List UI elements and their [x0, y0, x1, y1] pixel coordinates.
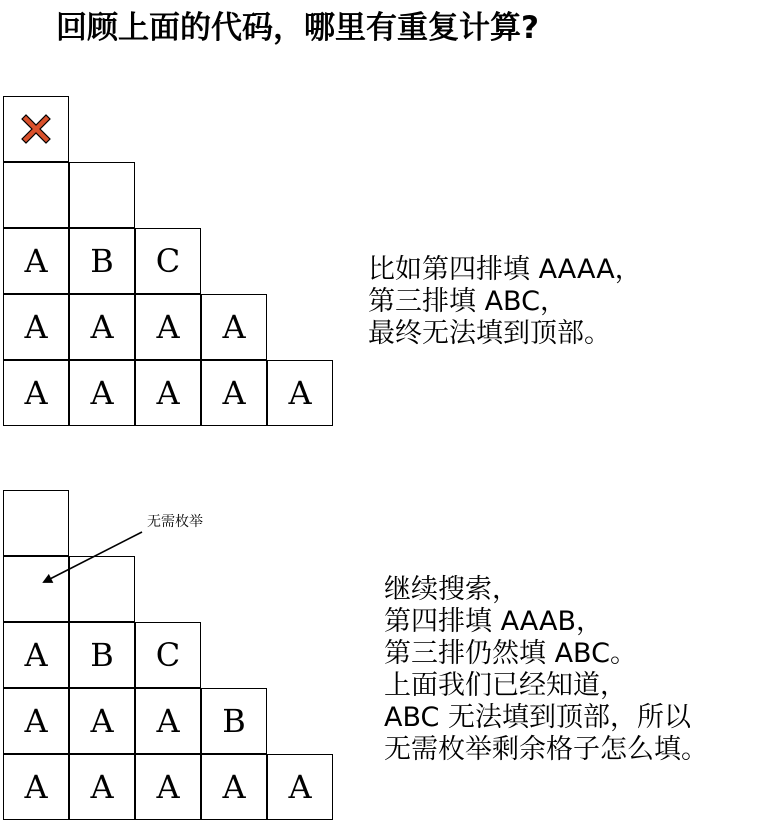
annotation-label: 无需枚举	[147, 514, 203, 530]
grid-cell-r4-c3	[135, 688, 201, 754]
grid-cell-letter: B	[90, 636, 114, 674]
grid-cell-letter: A	[222, 768, 246, 806]
grid-cell-r5-c4	[201, 754, 267, 820]
explanation-2-line-2: 第四排填 AAAB，	[384, 606, 604, 637]
grid-cell-letter: B	[90, 242, 114, 280]
grid-cell-r3-c2	[69, 622, 135, 688]
grid-cell-letter: A	[24, 702, 48, 740]
grid-cell-letter: A	[222, 308, 246, 346]
grid-cell-letter: A	[90, 768, 114, 806]
explanation-1-line-2: 第三排填 ABC，	[368, 286, 567, 317]
grid-cell-letter: C	[155, 242, 181, 280]
grid-cell-r3-c1	[3, 622, 69, 688]
grid-cell-letter: A	[156, 702, 180, 740]
grid-cell-letter: A	[90, 308, 114, 346]
grid-cell-letter: A	[24, 636, 48, 674]
grid-cell-letter: A	[24, 768, 48, 806]
grid-cell-r5-c2	[69, 754, 135, 820]
grid-cell-letter: A	[288, 374, 312, 412]
grid-cell-r5-c1	[3, 754, 69, 820]
grid-cell-letter: A	[156, 308, 180, 346]
grid-cell-r5-c5	[267, 754, 333, 820]
grid-cell-letter: A	[90, 702, 114, 740]
grid-cell-r2-c2	[69, 556, 135, 622]
grid-cell-r3-c3	[135, 622, 201, 688]
explanation-1-line-1: 比如第四排填 AAAA，	[368, 254, 642, 285]
grid-cell-letter: A	[24, 308, 48, 346]
explanation-2-line-4: 上面我们已经知道，	[384, 670, 627, 701]
grid-cell-letter: A	[288, 768, 312, 806]
explanation-2	[384, 574, 708, 766]
explanation-2-line-6: 无需枚举剩余格子怎么填。	[384, 734, 708, 765]
grid-cell-letter: B	[222, 702, 246, 740]
grid-cell-letter: A	[24, 374, 48, 412]
grid-cell-letter: C	[155, 636, 181, 674]
grid-cell-letter: A	[156, 768, 180, 806]
grid-cell-r5-c3	[135, 754, 201, 820]
grid-cell-r1-c1	[3, 490, 69, 556]
grid-cell-r4-c4	[201, 688, 267, 754]
explanation-2-line-5: ABC 无法填到顶部，所以	[384, 702, 691, 733]
page-title: 回顾上面的代码，哪里有重复计算?	[56, 10, 539, 46]
explanation-1-line-3: 最终无法填到顶部。	[368, 318, 611, 349]
grid-cell-r4-c1	[3, 688, 69, 754]
grid-cell-letter: A	[90, 374, 114, 412]
explanation-2-line-3: 第三排仍然填 ABC。	[384, 638, 637, 669]
grid-cell-letter: A	[24, 242, 48, 280]
explanation-2-line-1: 继续搜索，	[384, 574, 519, 605]
explanation-1	[368, 254, 642, 350]
grid-cell-letter: A	[222, 374, 246, 412]
grid-cell-letter: A	[156, 374, 180, 412]
grid-cell-r2-c1	[3, 556, 69, 622]
grid-cell-r4-c2	[69, 688, 135, 754]
